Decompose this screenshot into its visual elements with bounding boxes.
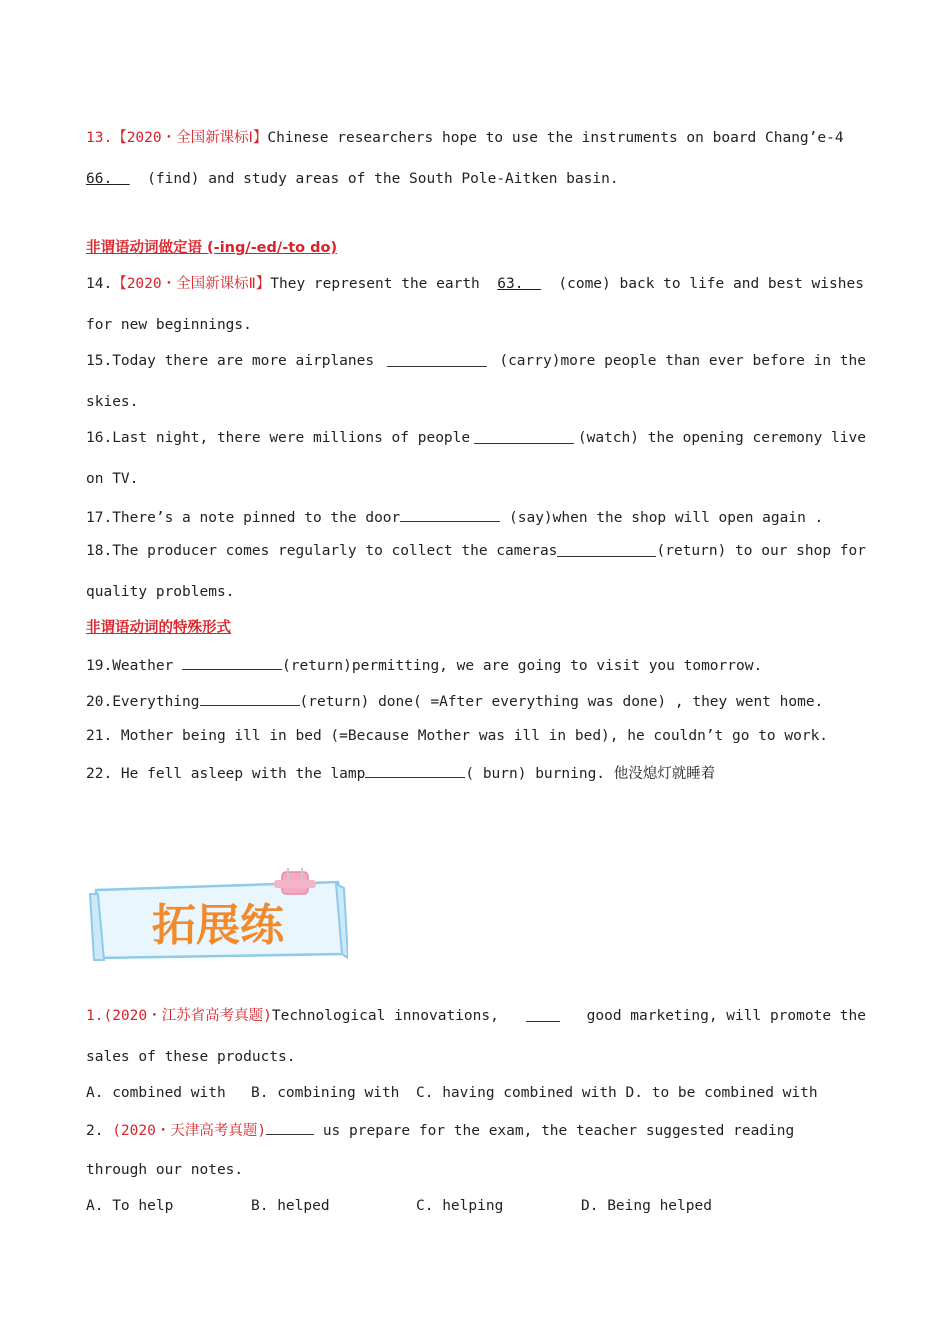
banner-title: 拓展练 [152, 900, 284, 951]
extension-question-2-options [86, 1196, 866, 1216]
answer-blank[interactable] [365, 762, 465, 778]
extension-question-1-options [86, 1083, 866, 1103]
answer-ref: 66. [86, 171, 113, 187]
answer-blank[interactable] [387, 351, 487, 367]
question-text: (carry)more people than ever before in the [499, 353, 866, 369]
question-text: 17.There’s a note pinned to the door [86, 510, 401, 526]
question-text: 22. He fell asleep with the lamp [86, 766, 366, 782]
extension-question-2-cont: through our notes. [86, 1162, 244, 1178]
question-22 [86, 762, 866, 784]
question-text: (return)permitting, we are going to visit you tomorrow. [282, 658, 763, 674]
question-19 [86, 654, 866, 676]
question-text: (return) done( =After everything was done) , they went home. [299, 694, 824, 710]
question-text: (return) to our shop for [656, 543, 866, 559]
question-16 [86, 428, 866, 448]
question-text: good marketing, will promote the [586, 1008, 866, 1024]
option-a[interactable]: A. combined with [86, 1085, 226, 1101]
answer-blank[interactable] [557, 541, 656, 557]
question-text: (watch) the opening ceremony live [577, 430, 866, 446]
question-text: (find) and study areas of the South Pole-Aitken basin. [147, 171, 619, 187]
answer-blank[interactable] [182, 654, 282, 670]
question-text: 18.The producer comes regularly to collect the cameras [86, 543, 558, 559]
question-text: 19.Weather [86, 658, 174, 674]
extension-question-1-cont: sales of these products. [86, 1049, 296, 1065]
question-13-cont [86, 169, 866, 189]
question-number: 1. [86, 1008, 104, 1024]
answer-blank[interactable] [400, 506, 500, 522]
option-a[interactable]: A. To help [86, 1198, 174, 1214]
question-number: 2. [86, 1123, 104, 1139]
question-17 [86, 506, 866, 528]
option-d[interactable]: D. Being helped [581, 1198, 712, 1214]
question-20 [86, 690, 866, 712]
question-text: 15.Today there are more airplanes [86, 353, 375, 369]
question-18-cont: quality problems. [86, 584, 235, 600]
extension-practice-banner [86, 868, 348, 964]
option-c[interactable]: C. helping [416, 1198, 504, 1214]
question-text: (say)when the shop will open again . [509, 510, 824, 526]
extension-question-1 [86, 1006, 866, 1026]
question-number: 14. [86, 276, 113, 292]
option-d[interactable]: D. to be combined with [625, 1085, 818, 1101]
question-18 [86, 541, 866, 561]
answer-blank[interactable] [200, 690, 300, 706]
extension-question-2 [86, 1119, 866, 1141]
question-source: (2020・江苏省高考真题) [103, 1008, 272, 1024]
banner-graphic [86, 868, 348, 964]
question-text: us prepare for the exam, the teacher suggested reading [322, 1123, 795, 1139]
question-text: Technological innovations, [271, 1008, 499, 1024]
question-21: 21. Mother being ill in bed (=Because Mother was ill in bed), he couldn’t go to work. [86, 728, 829, 744]
option-b[interactable]: B. combining with [251, 1085, 400, 1101]
question-text: 20.Everything [86, 694, 200, 710]
question-number: 13. [86, 130, 113, 146]
question-source: 【2020・全国新课标Ⅱ】 [112, 276, 271, 292]
question-text: 16.Last night, there were millions of people [86, 430, 471, 446]
option-c[interactable]: C. having combined with [416, 1085, 617, 1101]
answer-blank[interactable] [474, 428, 574, 444]
question-15 [86, 351, 866, 371]
question-16-cont: on TV. [86, 471, 139, 487]
question-text: ( burn) burning. 他没熄灯就睡着 [465, 766, 716, 782]
answer-blank[interactable] [266, 1119, 314, 1135]
question-14 [86, 274, 866, 294]
question-text: (come) back to life and best wishes [558, 276, 864, 292]
question-source: (2020・天津高考真题) [112, 1123, 267, 1139]
answer-blank[interactable] [526, 1006, 560, 1022]
question-text: They represent the earth [270, 276, 480, 292]
question-text: Chinese researchers hope to use the instruments on board Chang’e-4 [267, 130, 844, 146]
question-13 [86, 128, 866, 148]
option-b[interactable]: B. helped [251, 1198, 330, 1214]
answer-ref: 63. [497, 276, 524, 292]
section-heading-special-forms: 非谓语动词的特殊形式 [86, 620, 231, 636]
section-heading-attributive: 非谓语动词做定语 (-ing/-ed/-to do) [86, 240, 338, 256]
question-source: 【2020・全国新课标Ⅰ】 [112, 130, 268, 146]
question-15-cont: skies. [86, 394, 139, 410]
question-14-cont: for new beginnings. [86, 317, 252, 333]
